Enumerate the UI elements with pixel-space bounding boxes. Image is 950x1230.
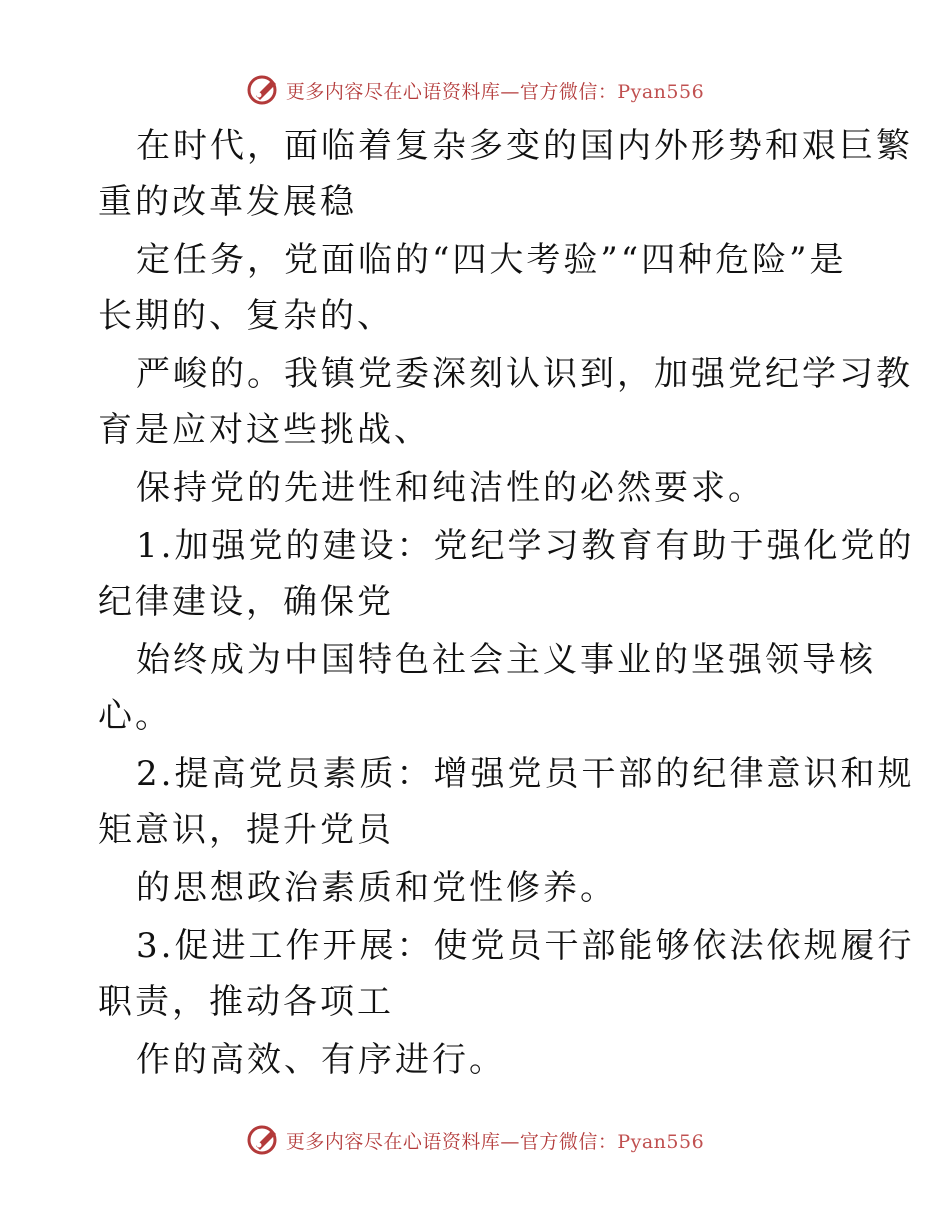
text-line: 的思想政治素质和党性修养。 xyxy=(136,868,617,908)
text-line: 矩意识，提升党员 xyxy=(98,810,394,850)
text-line: 定任务，党面临的“四大考验”“四种危险”是 xyxy=(136,240,847,280)
watermark-text: 更多内容尽在心语资料库—官方微信：Pyan556 xyxy=(285,1130,705,1153)
text-line: 1.加强党的建设：党纪学习教育有助于强化党的 xyxy=(136,526,915,566)
text-line: 严峻的。我镇党委深刻认识到，加强党纪学习教 xyxy=(136,354,913,394)
text-line: 心。 xyxy=(98,696,172,736)
footer-watermark xyxy=(0,1120,950,1160)
text-line: 长期的、复杂的、 xyxy=(98,296,394,336)
text-line: 3.促进工作开展：使党员干部能够依法依规履行 xyxy=(136,926,915,966)
text-line: 2.提高党员素质：增强党员干部的纪律意识和规 xyxy=(136,754,915,794)
text-line: 纪律建设，确保党 xyxy=(98,582,394,622)
text-line: 保持党的先进性和纯洁性的必然要求。 xyxy=(136,468,765,508)
text-line: 重的改革发展稳 xyxy=(98,182,357,222)
text-line: 作的高效、有序进行。 xyxy=(136,1040,506,1080)
pen-logo-icon xyxy=(246,1122,282,1158)
text-line: 职责，推动各项工 xyxy=(98,982,394,1022)
watermark-text: 更多内容尽在心语资料库—官方微信：Pyan556 xyxy=(285,80,705,103)
text-line: 在时代，面临着复杂多变的国内外形势和艰巨繁 xyxy=(136,126,913,166)
text-line: 育是应对这些挑战、 xyxy=(98,410,431,450)
text-line: 始终成为中国特色社会主义事业的坚强领导核 xyxy=(136,640,876,680)
